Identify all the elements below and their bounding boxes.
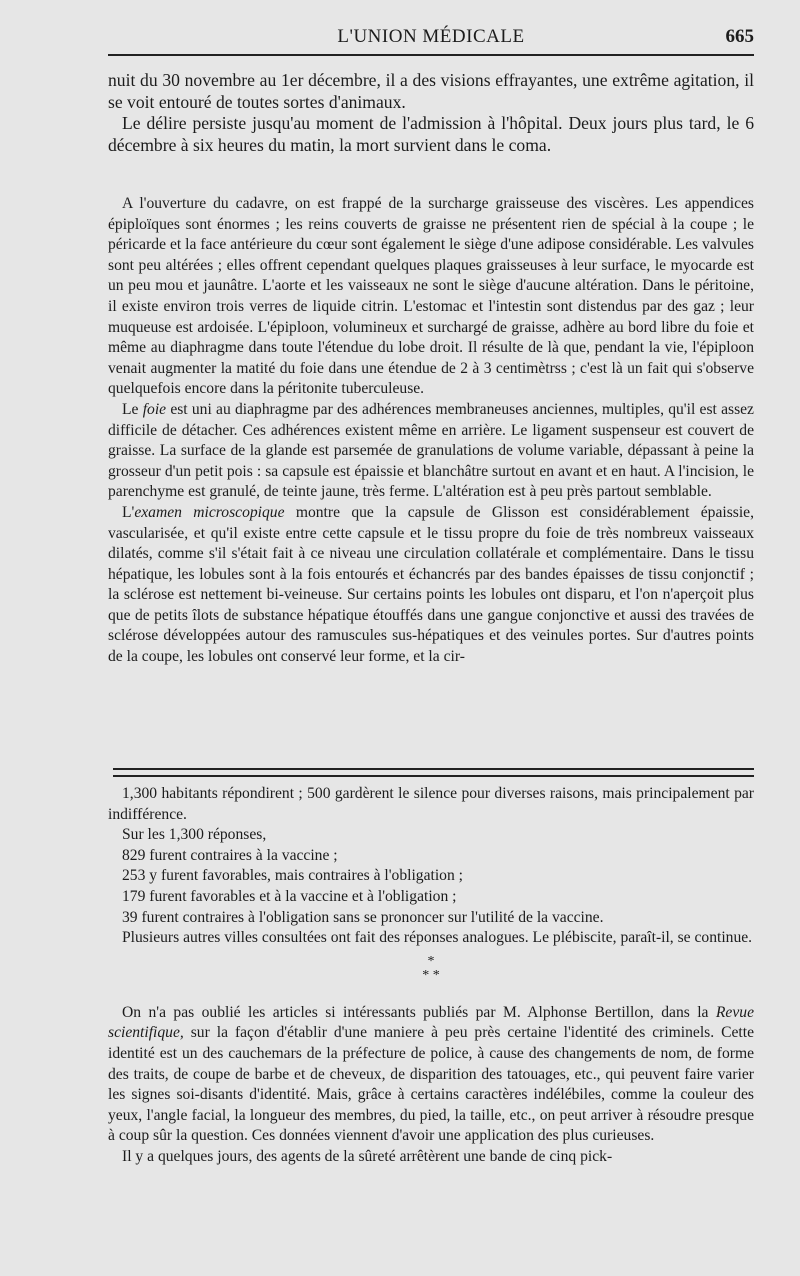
emphasis: examen microscopique [134, 503, 285, 521]
news-column [108, 784, 754, 1168]
list-item: 829 furent contraires à la vaccine ; [122, 846, 338, 864]
paragraph: Le foie est uni au diaphragme par des adhérences membraneuses anciennes, multiples, qu'il est assez difficile de détacher. Ces adhérences existent même en arrière. Le ligament suspenseur est couvert de graisse. La surface de la glande est parsemée de granulations de volume variable, dépassant à peine la grosseur d'un petit pois : sa capsule est épaissie et blanchâtre surtout en avant et en haut. A l'incision, le parenchyme est granulé, de teinte jaune, très ferme. L'altération est à peu près partout semblable. [108, 400, 754, 501]
running-header [108, 24, 754, 56]
paragraph: Le délire persiste jusqu'au moment de l'admission à l'hôpital. Deux jours plus tard, le 6 décembre à six heures du matin, la mort survient dans le coma. [108, 113, 754, 155]
autopsy-report [108, 194, 754, 668]
asterism: * * * [422, 953, 440, 983]
emphasis: foie [142, 400, 167, 418]
paragraph: L'examen microscopique montre que la capsule de Glisson est considérablement épaissie, vascularisée, et qu'il existe entre cette capsule et le tissu propre du foie de très nombreux vaisseaux dilatés, comme s'il s'était fait à ce niveau une circulation collatérale et complémentaire. Dans le tissu hépatique, les lobules sont à la fois entourés et échancrés par des bandes épaisses de tissu conjonctif ; la sclérose est nettement bi-veineuse. Sur certains points les lobules ont disparu, et l'on n'aperçoit plus que de petits îlots de substance hépatique étouffés dans une gangue conjonctive et aussi des travées de sclérose développées autour des ramuscules sus-hépatiques et des veinules portes. Sur d'autres points de la coupe, les lobules ont conservé leur forme, et la cir- [108, 503, 754, 666]
list-item: 39 furent contraires à l'obligation sans se prononcer sur l'utilité de la vaccine. [122, 908, 604, 926]
list-item: Sur les 1,300 réponses, [122, 826, 267, 844]
list-item: 179 furent favorables et à la vaccine et à l'obligation ; [122, 887, 457, 905]
list-item: 253 y furent favorables, mais contraires à l'obligation ; [122, 867, 464, 885]
emphasis: Revue scientifique, [108, 1003, 754, 1042]
paragraph: 1,300 habitants répondirent ; 500 gardèrent le silence pour diverses raisons, mais principalement par indifférence. [108, 785, 754, 823]
paragraph: A l'ouverture du cadavre, on est frappé de la surcharge graisseuse des viscères. Les appendices épiploïques sont énormes ; les reins couverts de graisse ne présentent rien de spécial à la coupe ; le péricarde et la face antérieure du cœur sont également le siège d'une adipose considérable. Les valvules sont peu altérées ; elles offrent cependant quelques plaques graisseuses à leur surface, le myocarde est un peu mou et jaunâtre. L'aorte et les vaisseaux ne sont le siège d'aucune altération. Dans le péritoine, il existe environ trois verres de liquide citrin. L'estomac et l'intestin sont distendus par des gaz ; leur muqueuse est ardoisée. L'épiploon, volumineux et surchargé de graisse, adhère au bord libre du foie et même au diaphragme dans toute l'étendue du lobe droit. Il résulte de là que, pendant la vie, l'épiploon venait augmenter la matité du foie dans une étendue de 2 à 3 centimètrss ; c'est là un fait qui s'observe quelquefois encore dans la péritonite tuberculeuse. [108, 195, 754, 398]
journal-title: L'UNION MÉDICALE [337, 26, 525, 47]
section-divider [113, 768, 754, 777]
case-conclusion [108, 70, 754, 156]
paragraph: Plusieurs autres villes consultées ont fait des réponses analogues. Le plébiscite, paraît-il, se continue. [122, 929, 753, 947]
paragraph: On n'a pas oublié les articles si intéressants publiés par M. Alphonse Bertillon, dans la Revue scientifique, sur la façon d'établir d'une maniere à peu près certaine l'identité des criminels. Cette identité est un des cauchemars de la préfecture de police, à cause des changements de nom, de forme des traits, de coupe de barbe et de cheveux, de disparition des tatouages, etc., qui peuvent faire varier les signes soi-disants d'identité. Mais, grâce à certains caractères indélébiles, comme la couleur des yeux, l'angle facial, la longueur des membres, du pied, la taille, etc., on peut arriver à résoudre presque à coup sûr la question. Ces données viennent d'avoir une application des plus curieuses. [108, 1003, 754, 1145]
page-number: 665 [725, 26, 754, 47]
paragraph: nuit du 30 novembre au 1er décembre, il a des visions effrayantes, une extrême agitation, il se voit entouré de toutes sortes d'animaux. [108, 70, 754, 112]
paragraph: Il y a quelques jours, des agents de la sûreté arrêtèrent une bande de cinq pick- [122, 1147, 613, 1165]
